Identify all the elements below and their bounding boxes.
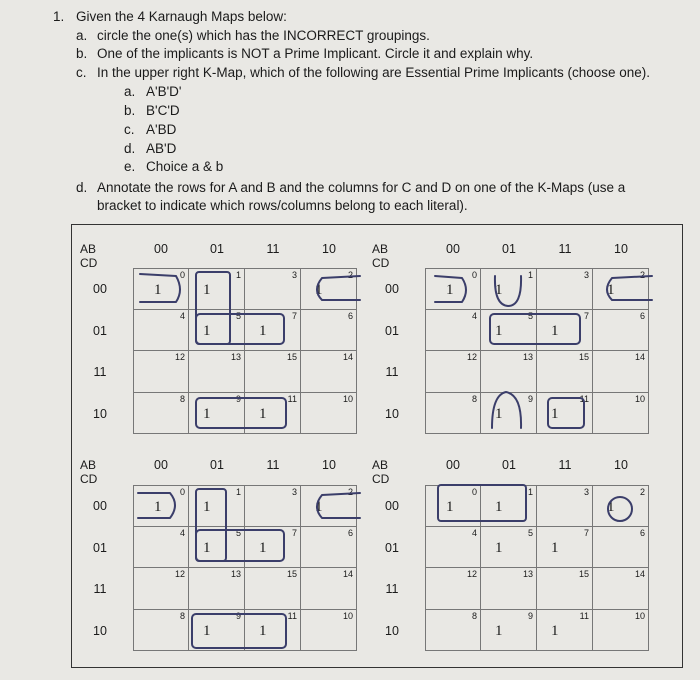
kmap-one-value: 1 bbox=[446, 282, 454, 298]
kmap-cell[interactable] bbox=[481, 310, 537, 352]
kmap-one-value: 1 bbox=[259, 322, 267, 339]
kmap-cell[interactable] bbox=[133, 610, 189, 652]
kmap-corner-label: AB CD bbox=[372, 458, 390, 486]
part-c-letter: c. bbox=[76, 65, 87, 80]
kmap-one-value: 1 bbox=[495, 405, 503, 422]
kmap-cell[interactable] bbox=[133, 393, 189, 435]
kmap-cell-index: 15 bbox=[286, 352, 297, 362]
kmap-cell[interactable] bbox=[133, 568, 189, 610]
kmap-cell-index: 2 bbox=[639, 487, 645, 497]
kmap-cell-index: 10 bbox=[634, 610, 645, 621]
kmap-one-value: 1 bbox=[203, 282, 211, 298]
kmap-cell[interactable] bbox=[481, 393, 537, 435]
kmap-col-header: 01 bbox=[502, 458, 516, 472]
kmap-cell[interactable] bbox=[301, 527, 357, 569]
part-b-letter: b. bbox=[76, 46, 88, 61]
choice-e-text: Choice a & b bbox=[146, 159, 224, 174]
question-stem: Given the 4 Karnaugh Maps below: bbox=[76, 9, 287, 24]
kmap-cell[interactable] bbox=[537, 310, 593, 352]
kmap-cell[interactable] bbox=[537, 485, 593, 527]
kmap-cell[interactable] bbox=[425, 268, 481, 310]
kmap-cell-index: 3 bbox=[291, 487, 297, 497]
choice-d-letter: d. bbox=[124, 141, 136, 156]
kmap-cell-index: 13 bbox=[522, 569, 533, 579]
kmap-col-header: 01 bbox=[502, 242, 516, 256]
kmap-cell-index: 1 bbox=[235, 270, 241, 280]
kmap-cell[interactable] bbox=[133, 527, 189, 569]
kmap-cell[interactable] bbox=[189, 568, 245, 610]
kmap-cell[interactable] bbox=[133, 310, 189, 352]
kmap-cell[interactable] bbox=[245, 310, 301, 352]
kmap-corner-label: AB CD bbox=[372, 242, 390, 270]
question-number: 1. bbox=[53, 9, 65, 24]
choice-c-letter: c. bbox=[124, 122, 135, 137]
part-b-text: One of the implicants is NOT a Prime Implicant. Circle it and explain why. bbox=[97, 46, 534, 61]
kmap-cell-index: 13 bbox=[230, 569, 241, 579]
kmap-one-value: 1 bbox=[203, 622, 211, 639]
kmap-cell-index: 10 bbox=[634, 393, 645, 404]
kmap-one-value: 1 bbox=[495, 622, 503, 639]
kmap-one-value: 1 bbox=[607, 282, 615, 298]
kmap-row-header: 00 bbox=[93, 499, 107, 513]
kmap-cell[interactable] bbox=[425, 527, 481, 569]
kmap-cell[interactable] bbox=[593, 268, 649, 310]
kmap-cell[interactable] bbox=[245, 610, 301, 652]
kmap-col-header: 00 bbox=[154, 458, 168, 472]
kmap-cell[interactable] bbox=[425, 351, 481, 393]
kmap-one-value: 1 bbox=[495, 282, 503, 298]
kmap-col-header: 01 bbox=[210, 458, 224, 472]
kmap-cell-index: 1 bbox=[527, 487, 533, 497]
kmap-cell[interactable] bbox=[425, 393, 481, 435]
kmap-col-header: 11 bbox=[266, 242, 280, 256]
kmap-col-header: 11 bbox=[558, 242, 572, 256]
kmap-col-header: 11 bbox=[266, 458, 280, 472]
kmap-cell-index: 10 bbox=[342, 610, 353, 621]
kmap-cell[interactable] bbox=[189, 351, 245, 393]
kmap-cell-index: 3 bbox=[291, 270, 297, 280]
kmap-cell-index: 13 bbox=[522, 352, 533, 362]
kmap-cell-index: 6 bbox=[347, 527, 353, 538]
kmap-cell-index: 0 bbox=[471, 270, 477, 280]
kmap-cell[interactable] bbox=[425, 310, 481, 352]
kmap-cell[interactable] bbox=[537, 351, 593, 393]
kmap-cell[interactable] bbox=[189, 393, 245, 435]
kmap-col-header: 10 bbox=[322, 458, 336, 472]
kmap-cell[interactable] bbox=[245, 568, 301, 610]
kmap-cell-index: 3 bbox=[583, 487, 589, 497]
kmap-cell-index: 11 bbox=[287, 393, 297, 404]
kmap-cell-index: 15 bbox=[578, 352, 589, 362]
kmap-cell[interactable] bbox=[189, 527, 245, 569]
kmap-one-value: 1 bbox=[154, 499, 162, 515]
part-a-text: circle the one(s) which has the INCORRECT groupings. bbox=[97, 28, 430, 43]
kmap-cell[interactable] bbox=[189, 485, 245, 527]
kmap-cell[interactable] bbox=[301, 351, 357, 393]
kmap-cell-index: 4 bbox=[179, 310, 185, 321]
kmap-cell-index: 1 bbox=[527, 270, 533, 280]
kmap-corner-label: AB CD bbox=[80, 458, 98, 486]
kmap-col-header: 00 bbox=[446, 242, 460, 256]
choice-b-letter: b. bbox=[124, 103, 136, 118]
kmap-cell-index: 9 bbox=[235, 610, 241, 621]
choice-d-text: AB'D bbox=[146, 141, 177, 156]
kmap-cell-index: 9 bbox=[527, 393, 533, 404]
kmap-cell[interactable] bbox=[133, 485, 189, 527]
kmap-cell-index: 11 bbox=[287, 610, 297, 621]
kmap-cell-index: 9 bbox=[527, 610, 533, 621]
kmap-cell[interactable] bbox=[537, 527, 593, 569]
kmap-row-header: 00 bbox=[93, 282, 107, 296]
kmap-row-header: 01 bbox=[385, 323, 399, 338]
kmap-cell-index: 9 bbox=[235, 393, 241, 404]
kmap-row-header: 11 bbox=[93, 582, 107, 596]
kmap-cell-index: 12 bbox=[174, 569, 185, 579]
kmap-cell[interactable] bbox=[537, 393, 593, 435]
kmap-cell[interactable] bbox=[593, 485, 649, 527]
kmap-cell[interactable] bbox=[593, 310, 649, 352]
kmap-cell[interactable] bbox=[301, 568, 357, 610]
kmap-cell[interactable] bbox=[481, 268, 537, 310]
kmap-cell-index: 14 bbox=[342, 352, 353, 362]
kmap-cell-index: 11 bbox=[579, 610, 589, 621]
part-d-letter: d. bbox=[76, 180, 88, 195]
kmap-cell[interactable] bbox=[189, 268, 245, 310]
kmap-cell-index: 7 bbox=[291, 527, 297, 538]
kmap-col-header: 10 bbox=[322, 242, 336, 256]
kmap-row-header: 10 bbox=[93, 623, 107, 638]
kmap-cell-index: 4 bbox=[471, 310, 477, 321]
kmap-row-header: 11 bbox=[385, 365, 399, 379]
part-d-line1: Annotate the rows for A and B and the columns for C and D on one of the K-Maps (use a bbox=[97, 180, 626, 195]
kmap-cell[interactable] bbox=[481, 568, 537, 610]
kmap-cell[interactable] bbox=[301, 268, 357, 310]
kmap-row-header: 01 bbox=[93, 540, 107, 555]
kmap-cell-index: 8 bbox=[179, 393, 185, 404]
kmap-row-header: 11 bbox=[93, 365, 107, 379]
kmap-cell-index: 5 bbox=[527, 310, 533, 321]
kmap-one-value: 1 bbox=[259, 405, 267, 422]
kmap-cell[interactable] bbox=[537, 610, 593, 652]
kmap-cell[interactable] bbox=[425, 568, 481, 610]
kmap-cell-index: 12 bbox=[466, 569, 477, 579]
kmap-cell[interactable] bbox=[425, 610, 481, 652]
kmap-cell-index: 12 bbox=[174, 352, 185, 362]
kmap-cell-index: 7 bbox=[583, 527, 589, 538]
kmap-cell[interactable] bbox=[245, 527, 301, 569]
kmap-cell-index: 2 bbox=[639, 270, 645, 280]
kmap-one-value: 1 bbox=[203, 499, 211, 515]
kmap-cell-index: 15 bbox=[578, 569, 589, 579]
kmap-cell-index: 0 bbox=[179, 487, 185, 497]
kmap-col-header: 01 bbox=[210, 242, 224, 256]
part-c-text: In the upper right K-Map, which of the following are Essential Prime Implicants (choose one). bbox=[97, 65, 651, 80]
kmap-one-value: 1 bbox=[154, 282, 162, 298]
kmap-cell-index: 0 bbox=[471, 487, 477, 497]
kmap-cell[interactable] bbox=[133, 268, 189, 310]
kmap-cell[interactable] bbox=[425, 485, 481, 527]
kmap-row-header: 00 bbox=[385, 282, 399, 296]
kmap-cell[interactable] bbox=[481, 527, 537, 569]
choice-e-letter: e. bbox=[124, 159, 136, 174]
kmap-one-value: 1 bbox=[315, 282, 323, 298]
kmap-cell[interactable] bbox=[537, 568, 593, 610]
kmap-cell-index: 8 bbox=[471, 393, 477, 404]
kmap-one-value: 1 bbox=[551, 622, 559, 639]
kmap-cell[interactable] bbox=[593, 351, 649, 393]
kmap-row-header: 00 bbox=[385, 499, 399, 513]
choice-b-text: B'C'D bbox=[146, 103, 180, 118]
kmap-cell[interactable] bbox=[301, 485, 357, 527]
kmap-one-value: 1 bbox=[446, 499, 454, 515]
kmap-one-value: 1 bbox=[495, 322, 503, 339]
kmap-cell[interactable] bbox=[189, 610, 245, 652]
kmap-cell-index: 2 bbox=[347, 270, 353, 280]
kmap-one-value: 1 bbox=[551, 539, 559, 556]
kmap-cell-index: 6 bbox=[639, 527, 645, 538]
kmap-cell-index: 5 bbox=[527, 527, 533, 538]
kmap-cell-index: 7 bbox=[291, 310, 297, 321]
kmap-cell-index: 15 bbox=[286, 569, 297, 579]
kmap-cell[interactable] bbox=[301, 610, 357, 652]
kmap-cell-index: 4 bbox=[471, 527, 477, 538]
kmap-row-header: 01 bbox=[93, 323, 107, 338]
kmap-cell-index: 3 bbox=[583, 270, 589, 280]
kmap-cell[interactable] bbox=[593, 568, 649, 610]
kmap-one-value: 1 bbox=[203, 539, 211, 556]
kmap-one-value: 1 bbox=[259, 539, 267, 556]
kmap-row-header: 10 bbox=[385, 623, 399, 638]
kmap-cell-index: 7 bbox=[583, 310, 589, 321]
kmap-one-value: 1 bbox=[551, 322, 559, 339]
kmap-cell-index: 2 bbox=[347, 487, 353, 497]
kmap-cell[interactable] bbox=[593, 393, 649, 435]
kmap-cell-index: 6 bbox=[347, 310, 353, 321]
kmap-cell[interactable] bbox=[537, 268, 593, 310]
kmap-one-value: 1 bbox=[551, 405, 559, 422]
kmap-cell-index: 14 bbox=[634, 352, 645, 362]
kmap-cell-index: 8 bbox=[179, 610, 185, 621]
kmap-cell[interactable] bbox=[245, 351, 301, 393]
kmap-cell[interactable] bbox=[301, 310, 357, 352]
kmap-col-header: 10 bbox=[614, 458, 628, 472]
kmap-row-header: 01 bbox=[385, 540, 399, 555]
kmap-one-value: 1 bbox=[315, 499, 323, 515]
kmap-cell[interactable] bbox=[481, 485, 537, 527]
choice-c-text: A'BD bbox=[146, 122, 177, 137]
kmap-cell-index: 14 bbox=[634, 569, 645, 579]
kmap-cell[interactable] bbox=[245, 485, 301, 527]
kmap-cell-index: 13 bbox=[230, 352, 241, 362]
kmap-cell-index: 6 bbox=[639, 310, 645, 321]
kmap-one-value: 1 bbox=[203, 405, 211, 422]
kmap-col-header: 00 bbox=[154, 242, 168, 256]
kmap-cell[interactable] bbox=[245, 393, 301, 435]
kmap-row-header: 10 bbox=[385, 406, 399, 421]
kmap-col-header: 11 bbox=[558, 458, 572, 472]
kmap-col-header: 00 bbox=[446, 458, 460, 472]
kmap-one-value: 1 bbox=[495, 539, 503, 556]
kmap-one-value: 1 bbox=[259, 622, 267, 639]
kmap-cell[interactable] bbox=[133, 351, 189, 393]
kmap-cell-index: 10 bbox=[342, 393, 353, 404]
kmap-cell-index: 12 bbox=[466, 352, 477, 362]
kmap-cell[interactable] bbox=[481, 610, 537, 652]
kmap-cell-index: 14 bbox=[342, 569, 353, 579]
kmap-one-value: 1 bbox=[203, 322, 211, 339]
kmap-cell-index: 8 bbox=[471, 610, 477, 621]
kmap-cell[interactable] bbox=[593, 527, 649, 569]
part-d-line2: bracket to indicate which rows/columns belong to each literal). bbox=[97, 198, 468, 213]
kmap-one-value: 1 bbox=[495, 499, 503, 515]
kmap-corner-label: AB CD bbox=[80, 242, 98, 270]
kmap-cell[interactable] bbox=[245, 268, 301, 310]
kmap-cell-index: 5 bbox=[235, 310, 241, 321]
kmap-cell-index: 4 bbox=[179, 527, 185, 538]
kmap-cell[interactable] bbox=[481, 351, 537, 393]
choice-a-text: A'B'D' bbox=[146, 84, 182, 99]
kmap-cell[interactable] bbox=[301, 393, 357, 435]
choice-a-letter: a. bbox=[124, 84, 136, 99]
kmap-cell-index: 11 bbox=[579, 393, 589, 404]
kmap-one-value: 1 bbox=[607, 499, 615, 515]
kmap-row-header: 10 bbox=[93, 406, 107, 421]
kmap-cell[interactable] bbox=[189, 310, 245, 352]
kmap-row-header: 11 bbox=[385, 582, 399, 596]
kmap-col-header: 10 bbox=[614, 242, 628, 256]
kmap-cell-index: 5 bbox=[235, 527, 241, 538]
kmap-cell-index: 0 bbox=[179, 270, 185, 280]
kmap-cell[interactable] bbox=[593, 610, 649, 652]
kmap-cell-index: 1 bbox=[235, 487, 241, 497]
part-a-letter: a. bbox=[76, 28, 88, 43]
